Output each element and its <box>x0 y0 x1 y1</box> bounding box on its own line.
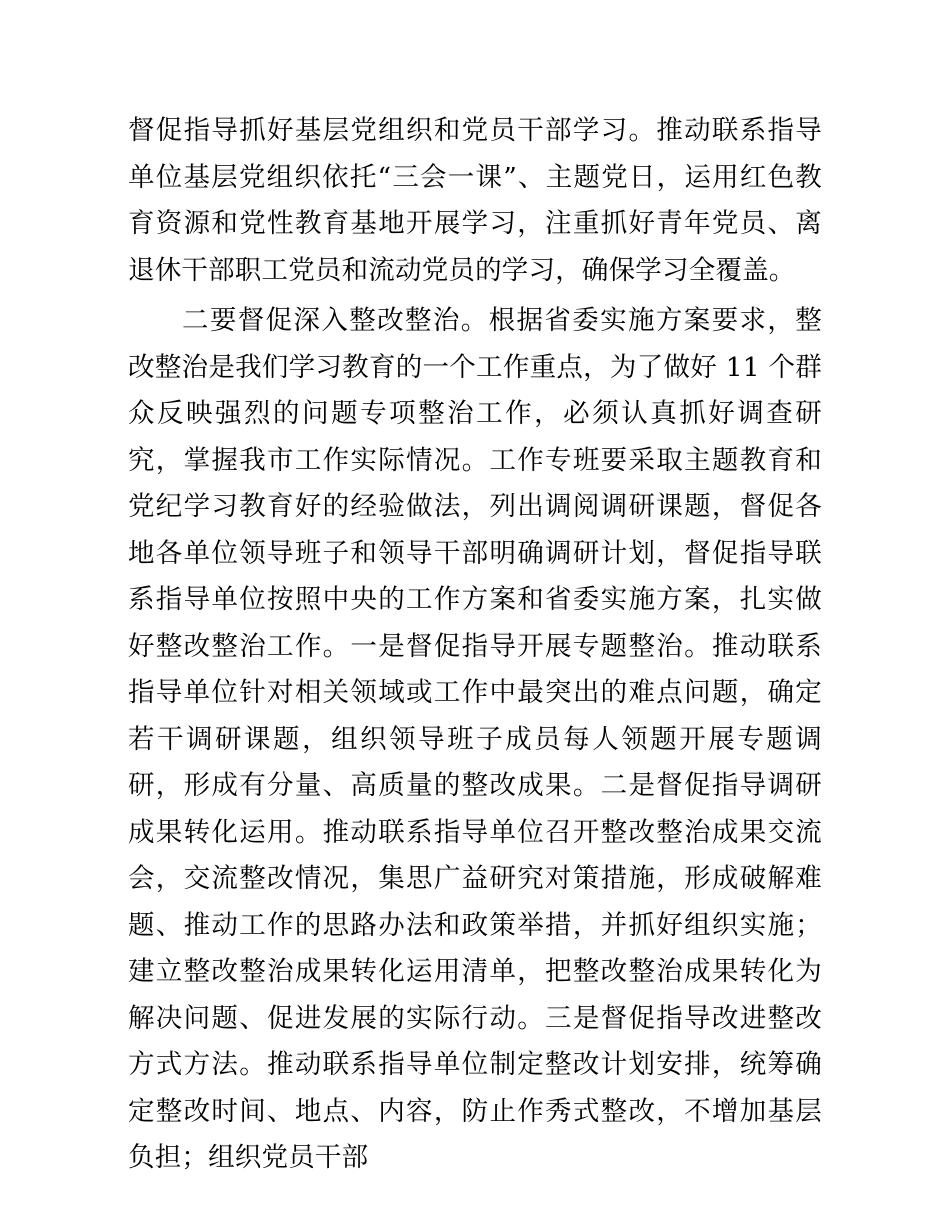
paragraph-1: 督促指导抓好基层党组织和党员干部学习。推动联系指导单位基层党组织依托“三会一课”、主题党日，运用红色教育资源和党性教育基地开展学习，注重抓好青年党员、离退休干部职工党员和流动党员的学习，确保学习全覆盖。 <box>128 115 822 286</box>
paragraph-2: 二要督促深入整改整治。根据省委实施方案要求，整改整治是我们学习教育的一个工作重点，为了做好 11 个群众反映强烈的问题专项整治工作，必须认真抓好调查研究，掌握我市工作实际情况。工作专班要采取主题教育和党纪学习教育好的经验做法，列出调阅调研课题，督促各地各单位领导班子和领导干部明确调研计划，督促指导联系指导单位按照中央的工作方案和省委实施方案，扎实做好整改整治工作。一是督促指导开展专题整治。推动联系指导单位针对相关领域或工作中最突出的难点问题，确定若干调研课题，组织领导班子成员每人领题开展专题调研，形成有分量、高质量的整改成果。二是督促指导调研成果转化运用。推动联系指导单位召开整改整治成果交流会，交流整改情况，集思广益研究对策措施，形成破解难题、推动工作的思路办法和政策举措，并抓好组织实施；建立整改整治成果转化运用清单，把整改整治成果转化为解决问题、促进发展的实际行动。三是督促指导改进整改方式方法。推动联系指导单位制定整改计划安排，统筹确定整改时间、地点、内容，防止作秀式整改，不增加基层负担；组织党员干部 <box>128 305 822 1173</box>
document-body <box>128 108 822 1182</box>
